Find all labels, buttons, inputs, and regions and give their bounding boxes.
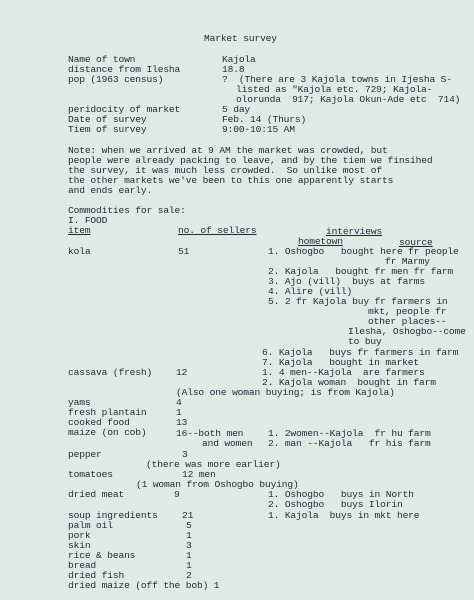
column-header-hometown: hometown: [298, 236, 343, 247]
column-header-interviews: interviews: [326, 226, 383, 237]
interview-entry: Ilesha, Oshogbo--come: [348, 326, 466, 337]
column-header-item: item: [68, 225, 91, 236]
note-line: and ends early.: [68, 185, 153, 196]
seller-count: 4: [176, 397, 182, 408]
population-label: pop (1963 census): [68, 74, 164, 85]
interview-entry: 1. Oshogbo bought here fr people: [268, 246, 459, 257]
item-name: tomatoes: [68, 469, 113, 480]
seller-count: 2: [186, 570, 192, 581]
seller-count: 1: [186, 560, 192, 571]
interview-entry: 2. Kajola bought fr men fr farm: [268, 266, 454, 277]
item-name: cassava (fresh): [68, 367, 153, 378]
item-name: yams: [68, 397, 91, 408]
item-name: cooked food: [68, 417, 130, 428]
item-name: dried maize (off the bob) 1: [68, 580, 220, 591]
population-value-line2: listed as "Kajola etc. 729; Kajola-: [236, 84, 433, 95]
annotation: (1 woman from Oshogbo buying): [136, 479, 299, 490]
note-line: Note: when we arrived at 9 AM the market was crowded, but: [68, 145, 388, 156]
item-name: kola: [68, 246, 91, 257]
item-name: pepper: [68, 449, 102, 460]
column-header-sellers: no. of sellers: [178, 225, 257, 236]
item-name: soup ingredients: [68, 510, 158, 521]
document-title: Market survey: [204, 33, 277, 44]
item-name: rice & beans: [68, 550, 136, 561]
item-name: maize (on cob): [68, 427, 147, 438]
interview-entry: 4. Alire (vill): [268, 286, 353, 297]
seller-count: 21: [182, 510, 194, 521]
interview-entry: other places--: [368, 316, 447, 327]
population-value-line1: ? (There are 3 Kajola towns in Ijesha S-: [222, 74, 452, 85]
item-name: fresh plantain: [68, 407, 147, 418]
interview-entry: 1. Kajola buys in mkt here: [268, 510, 420, 521]
interview-entry: 6. Kajola buys fr farmers in farm: [262, 347, 459, 358]
item-name: palm oil: [68, 520, 113, 531]
interview-entry: 1. Oshogbo buys in North: [268, 489, 414, 500]
periodicity-label: peridocity of market: [68, 104, 181, 115]
item-name: dried fish: [68, 570, 125, 581]
interview-entry: 2. man --Kajola fr his farm: [268, 438, 431, 449]
seller-count: 51: [178, 246, 190, 257]
interview-entry: 1. 4 men--Kajola are farmers: [262, 367, 425, 378]
interview-entry: mkt, people fr: [368, 306, 447, 317]
interview-entry: 2. Oshogbo buys Ilorin: [268, 499, 403, 510]
item-name: dried meat: [68, 489, 125, 500]
item-name: skin: [68, 540, 91, 551]
survey-time-value: 9:00-10:15 AM: [222, 124, 295, 135]
distance-label: distance from Ilesha: [68, 64, 181, 75]
periodicity-value: 5 day: [222, 104, 251, 115]
column-header-source: source: [399, 237, 433, 248]
seller-count: 1: [176, 407, 182, 418]
item-name: bread: [68, 560, 97, 571]
seller-count: 12: [176, 367, 188, 378]
interview-entry: 1. 2women--Kajola fr hu farm: [268, 428, 431, 439]
survey-date-label: Date of survey: [68, 114, 147, 125]
note-line: people were already packing to leave, and by the tiem we finsihed: [68, 155, 433, 166]
interview-entry: 3. Ajo (vill) buys at farms: [268, 276, 426, 287]
interview-entry: 5. 2 fr Kajola buy fr farmers in: [268, 296, 448, 307]
note-line: the other markets we've been to this one apparently starts: [68, 175, 394, 186]
town-name-value: Kajola: [222, 54, 256, 65]
interview-entry: fr Marmy: [385, 256, 430, 267]
seller-count: 13: [176, 417, 188, 428]
seller-count: 3: [186, 540, 192, 551]
survey-time-label: Tiem of survey: [68, 124, 147, 135]
town-name-label: Name of town: [68, 54, 136, 65]
seller-count: 3: [182, 449, 188, 460]
seller-count: 1: [186, 530, 192, 541]
seller-count-note: and women: [202, 438, 253, 449]
seller-count: 5: [186, 520, 192, 531]
commodities-heading: Commodities for sale:: [68, 205, 186, 216]
interview-entry: 7. Kajola bought in market: [262, 357, 420, 368]
item-name: pork: [68, 530, 91, 541]
distance-value: 18.8: [222, 64, 245, 75]
interview-entry: to buy: [348, 336, 382, 347]
survey-date-value: Feb. 14 (Thurs): [222, 114, 307, 125]
annotation: (there was more earlier): [146, 459, 281, 470]
seller-count: 12 men: [182, 469, 216, 480]
interview-entry: 2. Kajola woman bought in farm: [262, 377, 436, 388]
population-value-line3: olorunda 917; Kajola Okun-Ade etc 714): [236, 94, 461, 105]
section-heading: I. FOOD: [68, 215, 108, 226]
seller-count: 16--both men: [176, 428, 244, 439]
seller-count: 9: [174, 489, 180, 500]
note-line: the survey, it was much less crowded. So unlike most of: [68, 165, 383, 176]
annotation: (Also one woman buying; is from Kajola): [176, 387, 395, 398]
seller-count: 1: [186, 550, 192, 561]
